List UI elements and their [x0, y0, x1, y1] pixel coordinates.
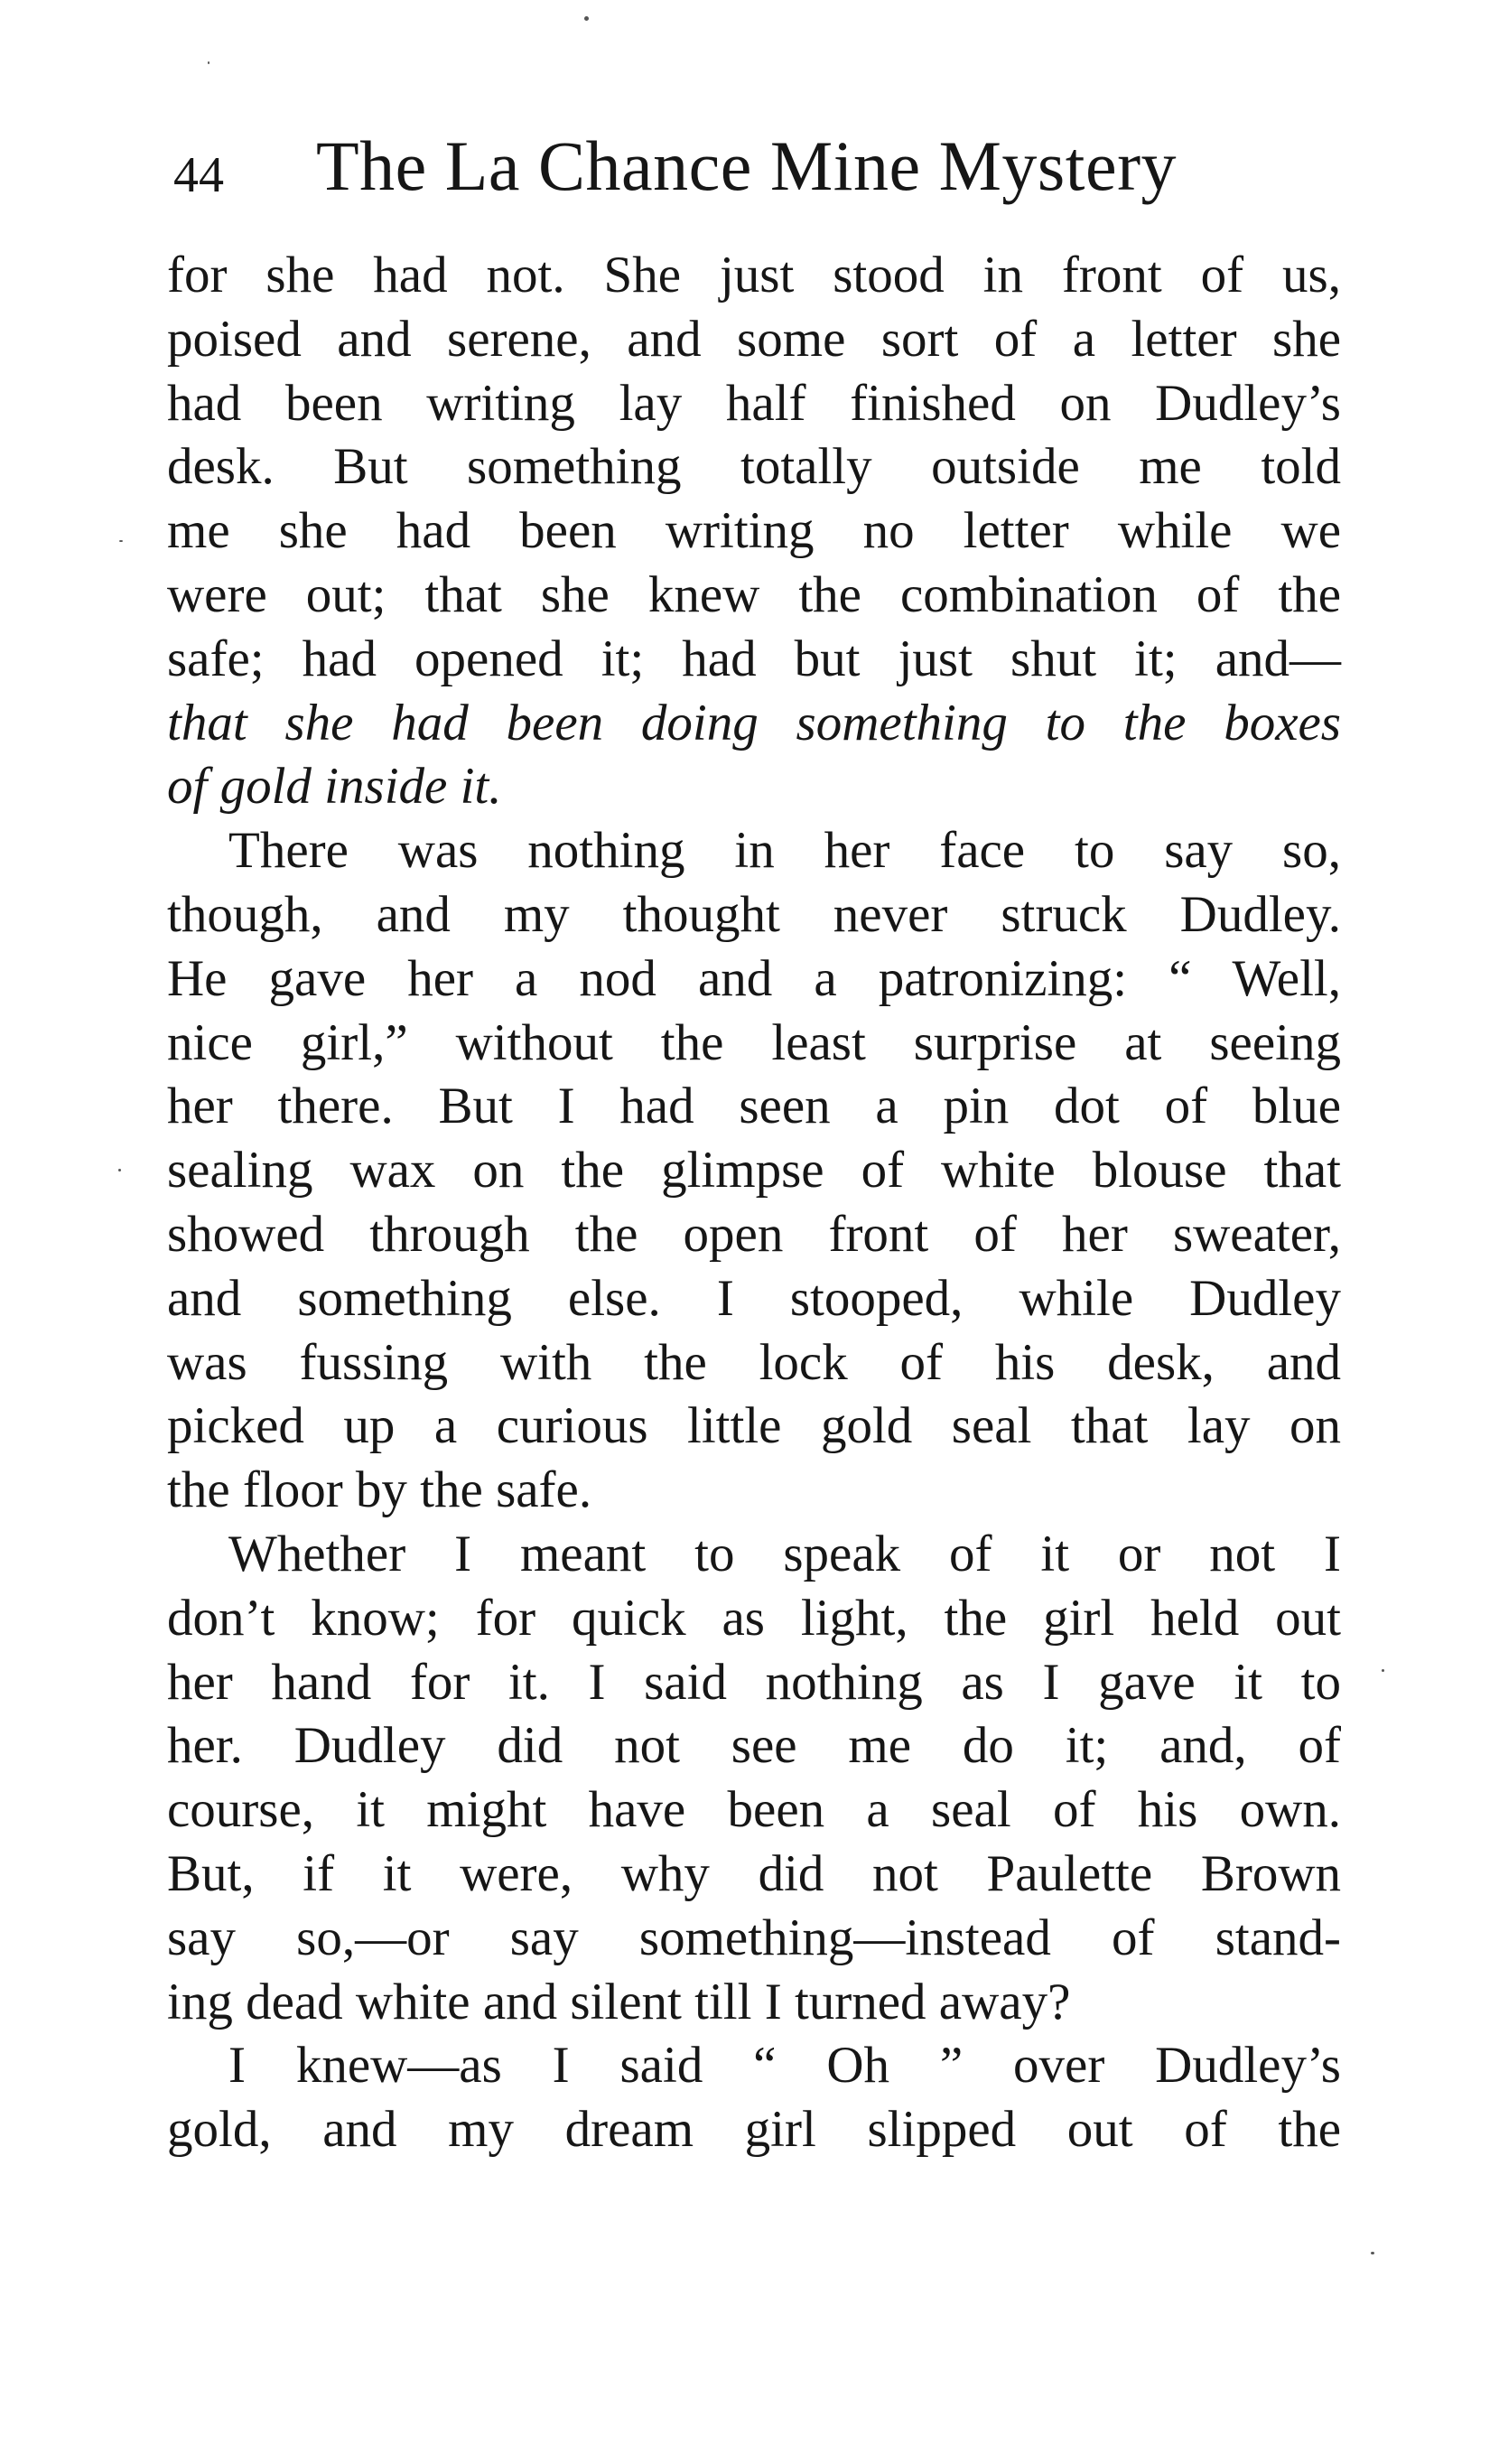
- text-line: of gold inside it.: [167, 758, 502, 816]
- text-line: ing dead white and silent till I turned away?: [167, 1973, 1071, 2030]
- scan-speck: [118, 1169, 121, 1171]
- text-line: the floor by the safe.: [167, 1461, 592, 1519]
- page-number: 44: [173, 147, 224, 203]
- text-line: nice girl,” without the least surprise at seeing: [167, 1013, 1341, 1071]
- body-text: [167, 244, 1341, 2162]
- text-line: showed through the open front of her sweater,: [167, 1205, 1341, 1263]
- page-header: [163, 126, 1336, 217]
- text-line: though, and my thought never struck Dudley.: [167, 885, 1341, 943]
- scan-speck: [1382, 1669, 1384, 1672]
- text-line: say so,—or say something—instead of stand-: [167, 1909, 1341, 1966]
- text-line: were out; that she knew the combination of the: [167, 565, 1341, 623]
- text-line: had been writing lay half finished on Dudley’s: [167, 374, 1341, 432]
- text-line: safe; had opened it; had but just shut it; and—: [167, 630, 1341, 687]
- text-line: and something else. I stooped, while Dudley: [167, 1269, 1341, 1327]
- text-line: There was nothing in her face to say so,: [228, 822, 1341, 880]
- scan-speck: [584, 16, 589, 21]
- text-line: desk. But something totally outside me told: [167, 438, 1341, 496]
- text-line: don’t know; for quick as light, the girl held out: [167, 1589, 1341, 1647]
- scan-speck: [1371, 2252, 1374, 2254]
- text-line: her there. But I had seen a pin dot of blue: [167, 1078, 1341, 1135]
- text-line: that she had been doing something to the boxes: [167, 694, 1341, 751]
- text-line: her hand for it. I said nothing as I gave it to: [167, 1653, 1341, 1711]
- scan-speck: [119, 540, 123, 542]
- text-line: picked up a curious little gold seal that lay on: [167, 1397, 1341, 1455]
- text-line: sealing wax on the glimpse of white blouse that: [167, 1142, 1341, 1199]
- text-line: for she had not. She just stood in front of us,: [167, 247, 1341, 303]
- running-title: The La Chance Mine Mystery: [316, 126, 1178, 205]
- text-line: gold, and my dream girl slipped out of the: [167, 2101, 1341, 2159]
- text-line: me she had been writing no letter while we: [167, 502, 1341, 560]
- text-line: her. Dudley did not see me do it; and, of: [167, 1717, 1341, 1775]
- text-line: was fussing with the lock of his desk, and: [167, 1333, 1341, 1391]
- text-line: Whether I meant to speak of it or not I: [228, 1525, 1341, 1582]
- text-line: But, if it were, why did not Paulette Brown: [167, 1844, 1341, 1902]
- text-line: I knew—as I said “ Oh ” over Dudley’s: [228, 2037, 1341, 2095]
- text-line: poised and serene, and some sort of a letter she: [167, 310, 1341, 368]
- text-line: He gave her a nod and a patronizing: “ Well,: [167, 949, 1341, 1007]
- scan-speck: [208, 61, 209, 64]
- text-line: course, it might have been a seal of his own.: [167, 1781, 1341, 1839]
